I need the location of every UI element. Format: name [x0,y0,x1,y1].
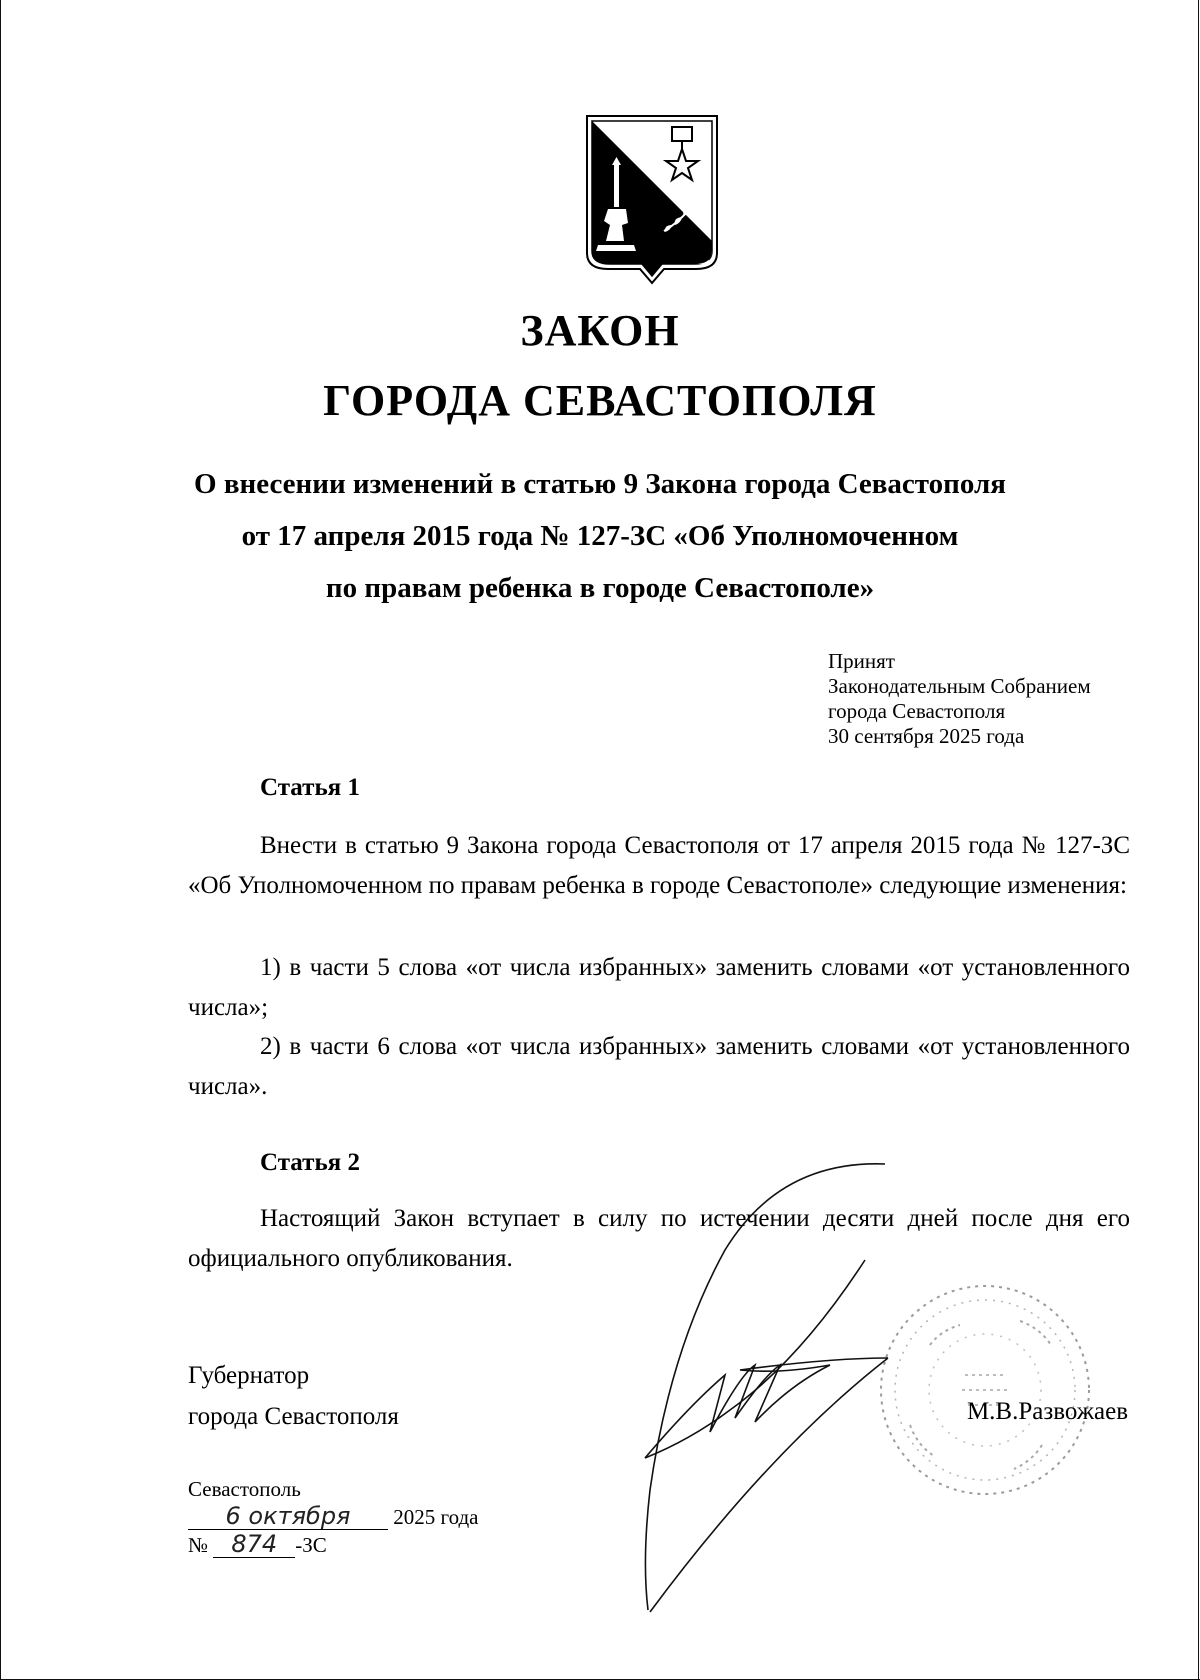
issue-number-suffix: -ЗС [295,1533,327,1557]
issue-place: Севастополь [188,1477,301,1501]
coat-of-arms-icon [584,113,720,285]
issue-number-handwritten: 874 [213,1531,295,1558]
issue-number-prefix: № [188,1533,209,1557]
article-2-heading: Статья 2 [260,1149,360,1176]
issue-block [188,1475,479,1559]
article-1-item-2 [188,1027,1130,1107]
document-type-title: ЗАКОН [520,306,680,355]
subject-line: по правам ребенка в городе Севастополе» [325,572,875,604]
scan-border-right [1198,0,1199,1680]
article-1-heading: Статья 1 [260,774,360,801]
issue-number-line [188,1531,479,1559]
signatory-name: М.В.Развожаев [966,1398,1128,1425]
article-1-intro-text: Внести в статью 9 Закона города Севастополя от 17 апреля 2015 года № 127-ЗС «Об Уполномоченном по правам ребенка в городе Севастополе» следующие изменения: [188,832,1130,899]
issue-year: 2025 года [393,1505,479,1529]
handwritten-signature-icon [630,1160,900,1620]
signatory-position-line: города Севастополя [188,1403,399,1430]
issue-date-line [188,1503,479,1531]
issue-date-handwritten: 6 октября [188,1503,388,1530]
article-1-item-2-text: 2) в части 6 слова «от числа избранных» заменить словами «от установленного числа». [188,1033,1130,1100]
subject-line: от 17 апреля 2015 года № 127-ЗС «Об Уполномоченном [241,520,959,552]
article-1-item-1-text: 1) в части 5 слова «от числа избранных» заменить словами «от установленного числа»; [188,954,1130,1021]
adoption-line: города Севастополя [828,699,1006,723]
official-seal-icon [870,1275,1100,1505]
signatory-position [188,1355,399,1437]
article-1-item-1 [188,948,1130,1028]
law-subject [150,458,1050,614]
issuer-title: ГОРОДА СЕВАСТОПОЛЯ [323,376,877,425]
subject-line: О внесении изменений в статью 9 Закона города Севастополя [194,468,1006,500]
adoption-date: 30 сентября 2025 года [828,724,1025,748]
article-2-body: Настоящий Закон вступает в силу по истечении десяти дней после дня его официального опубликования. [188,1205,1130,1272]
adoption-line: Принят [828,649,895,673]
adoption-line: Законодательным Собранием [828,674,1091,698]
signatory-position-line: Губернатор [188,1362,310,1389]
adoption-block [828,649,1091,749]
scan-border-left [0,0,1,1680]
article-1-intro [188,826,1130,906]
